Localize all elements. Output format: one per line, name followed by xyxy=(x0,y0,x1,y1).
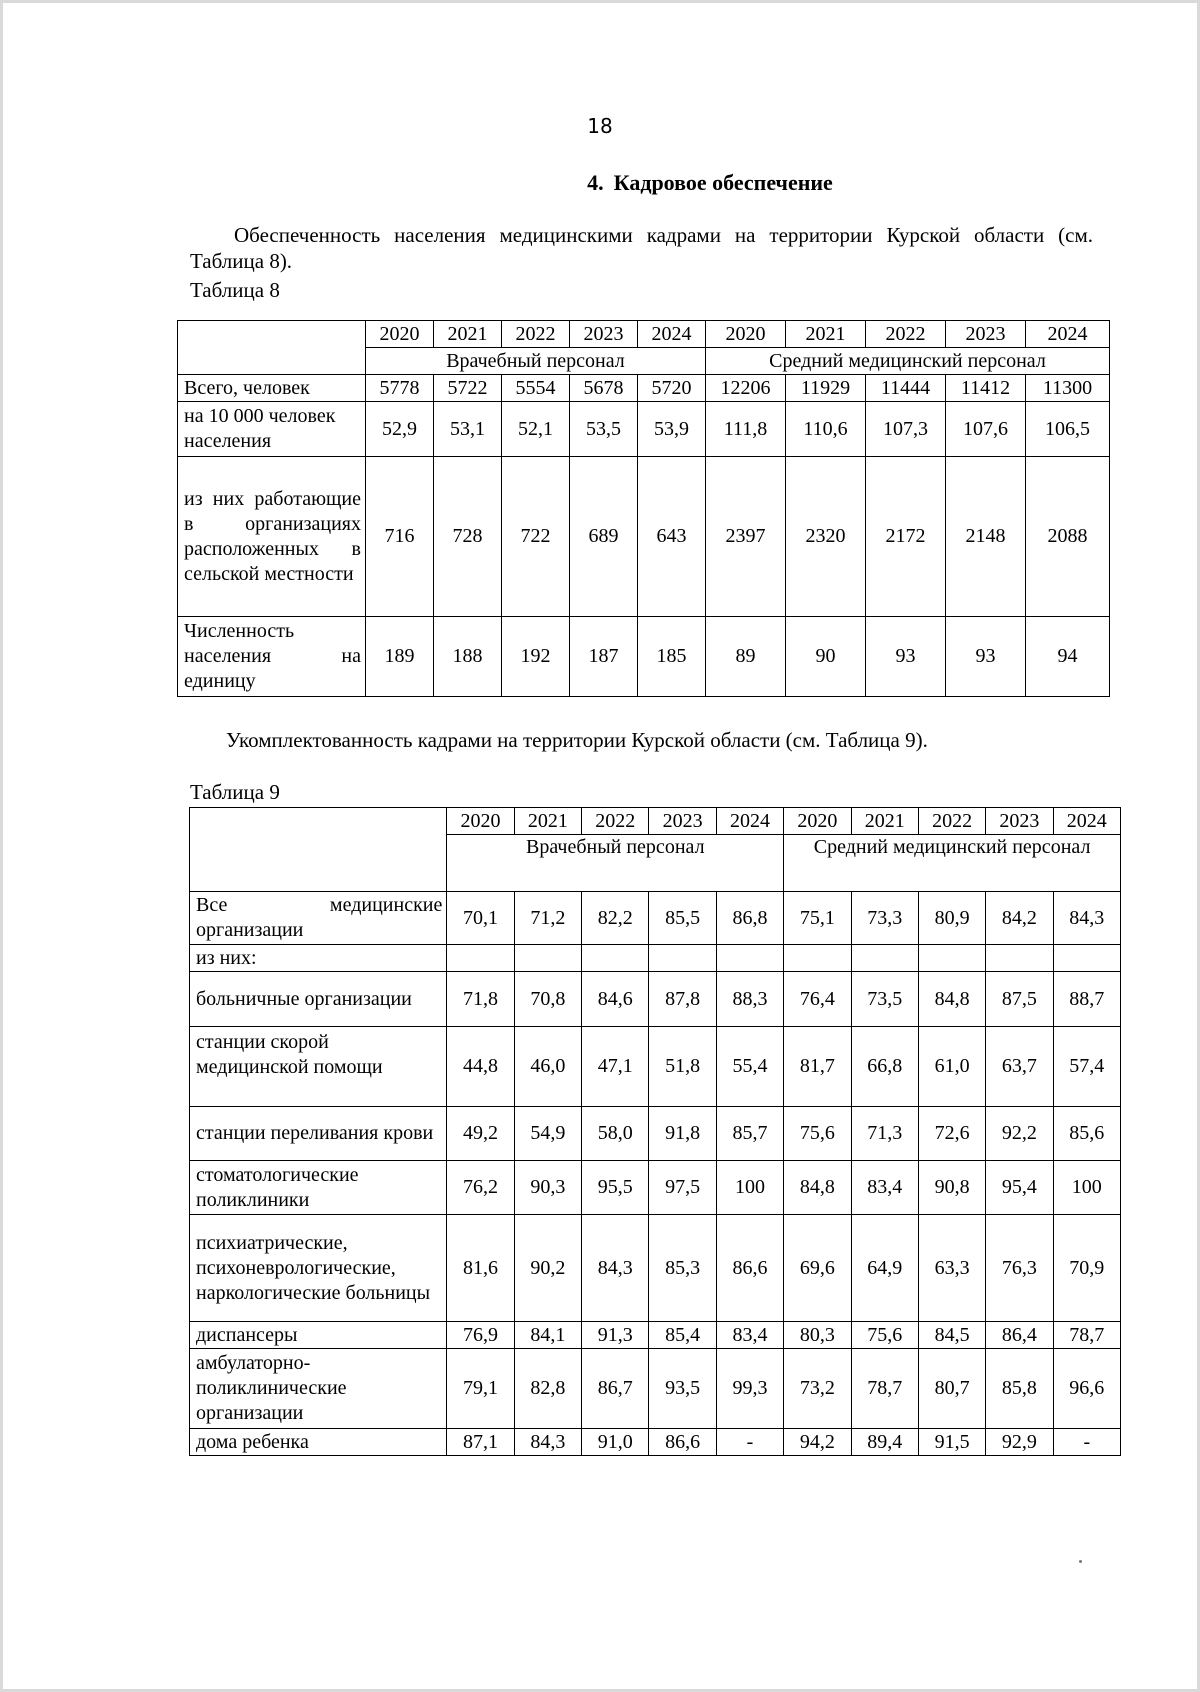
table-cell: 185 xyxy=(638,617,706,697)
table-cell: 57,4 xyxy=(1053,1027,1120,1107)
table-cell: - xyxy=(1053,1429,1120,1456)
table-cell: 81,6 xyxy=(447,1215,514,1322)
table-cell: 55,4 xyxy=(716,1027,783,1107)
intro2-paragraph: Укомплектованность кадрами на территории Курской области (см. Таблица 9). xyxy=(226,728,928,752)
table-cell: 46,0 xyxy=(514,1027,581,1107)
table8-corner-cell xyxy=(178,321,366,375)
table-cell: 88,7 xyxy=(1053,972,1120,1027)
table-cell: 91,3 xyxy=(582,1322,649,1349)
row-label: станции скорой медицинской помощи xyxy=(190,1027,447,1107)
table-cell: 95,5 xyxy=(582,1161,649,1215)
table-cell: 54,9 xyxy=(514,1107,581,1161)
table-cell: 12206 xyxy=(706,375,786,402)
table-cell: 44,8 xyxy=(447,1027,514,1107)
table-cell: 53,1 xyxy=(434,402,502,457)
table-cell: 83,4 xyxy=(716,1322,783,1349)
table8-year-header: 2022 xyxy=(866,321,946,348)
table9-corner-cell xyxy=(190,808,447,892)
table-cell: 107,6 xyxy=(946,402,1026,457)
table8-year-header: 2022 xyxy=(502,321,570,348)
table-cell: 90,8 xyxy=(918,1161,985,1215)
table-cell: 5678 xyxy=(570,375,638,402)
table-cell: 89,4 xyxy=(851,1429,918,1456)
table-cell: 83,4 xyxy=(851,1161,918,1215)
table-cell: 92,2 xyxy=(986,1107,1053,1161)
table-cell xyxy=(784,945,851,972)
table-cell: 100 xyxy=(716,1161,783,1215)
table8-year-header: 2024 xyxy=(638,321,706,348)
table-cell: 64,9 xyxy=(851,1215,918,1322)
table-cell: 716 xyxy=(366,457,434,617)
table-cell: 63,3 xyxy=(918,1215,985,1322)
table-cell: 80,7 xyxy=(918,1349,985,1429)
table-cell: 689 xyxy=(570,457,638,617)
table-cell: 95,4 xyxy=(986,1161,1053,1215)
table-cell: 5778 xyxy=(366,375,434,402)
table-cell: 84,8 xyxy=(784,1161,851,1215)
table-cell: 73,2 xyxy=(784,1349,851,1429)
table-cell: 78,7 xyxy=(851,1349,918,1429)
table-cell: 86,4 xyxy=(986,1322,1053,1349)
table-cell: 85,5 xyxy=(649,892,716,945)
table-cell: 84,3 xyxy=(1053,892,1120,945)
row-label: дома ребенка xyxy=(190,1429,447,1456)
table8-group-header: Врачебный персонал xyxy=(366,348,706,375)
table-cell: 84,8 xyxy=(918,972,985,1027)
table-cell: 75,6 xyxy=(851,1322,918,1349)
table-cell: 82,2 xyxy=(582,892,649,945)
table-cell: 76,4 xyxy=(784,972,851,1027)
table-cell xyxy=(514,945,581,972)
table-cell: 72,6 xyxy=(918,1107,985,1161)
table-cell: 84,2 xyxy=(986,892,1053,945)
table8-year-row xyxy=(178,321,1110,348)
table8-year-header: 2021 xyxy=(786,321,866,348)
table-cell: 91,0 xyxy=(582,1429,649,1456)
table-cell: 85,4 xyxy=(649,1322,716,1349)
table-cell: 2172 xyxy=(866,457,946,617)
table-cell: 84,3 xyxy=(582,1215,649,1322)
table-row xyxy=(190,1429,1121,1456)
table-cell: 70,9 xyxy=(1053,1215,1120,1322)
row-label: станции переливания крови xyxy=(190,1107,447,1161)
table-row xyxy=(190,1027,1121,1107)
table9-year-header: 2021 xyxy=(851,808,918,835)
table9-year-header: 2023 xyxy=(986,808,1053,835)
table-cell: 86,8 xyxy=(716,892,783,945)
table-cell: 2088 xyxy=(1026,457,1110,617)
table-cell: 58,0 xyxy=(582,1107,649,1161)
table9-caption: Таблица 9 xyxy=(190,780,280,804)
table-row xyxy=(190,972,1121,1027)
table-cell: 96,6 xyxy=(1053,1349,1120,1429)
table-cell: 90 xyxy=(786,617,866,697)
table9-group-header: Средний медицинский персонал xyxy=(784,835,1121,892)
table8-year-header: 2024 xyxy=(1026,321,1110,348)
table-cell: 85,8 xyxy=(986,1349,1053,1429)
table-cell: 11444 xyxy=(866,375,946,402)
row-label: психиатрические, психоневрологические, наркологические больницы xyxy=(190,1215,447,1322)
table-cell xyxy=(447,945,514,972)
row-label: Численность населения на единицу xyxy=(178,617,366,697)
table-cell: 2148 xyxy=(946,457,1026,617)
table-cell xyxy=(918,945,985,972)
table-cell: 107,3 xyxy=(866,402,946,457)
table-cell: 90,2 xyxy=(514,1215,581,1322)
table-cell: 52,1 xyxy=(502,402,570,457)
row-label: амбулаторно-поликлинические организации xyxy=(190,1349,447,1429)
table-cell: 86,7 xyxy=(582,1349,649,1429)
page-number: 18 xyxy=(587,114,613,138)
table-cell: 94 xyxy=(1026,617,1110,697)
table9-year-header: 2021 xyxy=(514,808,581,835)
table-cell xyxy=(649,945,716,972)
table-cell: 49,2 xyxy=(447,1107,514,1161)
table-cell: 2320 xyxy=(786,457,866,617)
table-cell xyxy=(986,945,1053,972)
table-cell: 93,5 xyxy=(649,1349,716,1429)
table-cell: 99,3 xyxy=(716,1349,783,1429)
table-cell: 75,6 xyxy=(784,1107,851,1161)
table-cell: 84,1 xyxy=(514,1322,581,1349)
table-cell: 643 xyxy=(638,457,706,617)
table-cell: 86,6 xyxy=(649,1429,716,1456)
table-cell: 11412 xyxy=(946,375,1026,402)
table-cell: 69,6 xyxy=(784,1215,851,1322)
table8-year-header: 2020 xyxy=(366,321,434,348)
table8 xyxy=(177,320,1110,697)
table-cell xyxy=(851,945,918,972)
table9 xyxy=(189,807,1121,1456)
section-number: 4. xyxy=(587,170,604,195)
table-row xyxy=(190,1215,1121,1322)
table9-year-header: 2023 xyxy=(649,808,716,835)
table8-year-header: 2021 xyxy=(434,321,502,348)
table-cell: 5720 xyxy=(638,375,706,402)
table-cell: 87,5 xyxy=(986,972,1053,1027)
table-cell: 76,3 xyxy=(986,1215,1053,1322)
table-cell: 47,1 xyxy=(582,1027,649,1107)
table-cell: 52,9 xyxy=(366,402,434,457)
table8-year-header: 2023 xyxy=(570,321,638,348)
table-cell: 84,6 xyxy=(582,972,649,1027)
row-label: из них: xyxy=(190,945,447,972)
table-cell: 51,8 xyxy=(649,1027,716,1107)
table-cell: 70,8 xyxy=(514,972,581,1027)
table-cell: 71,8 xyxy=(447,972,514,1027)
row-label: больничные организации xyxy=(190,972,447,1027)
table-cell: 89 xyxy=(706,617,786,697)
table-cell: 80,3 xyxy=(784,1322,851,1349)
table-cell: 61,0 xyxy=(918,1027,985,1107)
table-cell: 93 xyxy=(866,617,946,697)
table9-year-header: 2024 xyxy=(716,808,783,835)
table-cell: 84,5 xyxy=(918,1322,985,1349)
table-cell: 100 xyxy=(1053,1161,1120,1215)
table9-year-header: 2024 xyxy=(1053,808,1120,835)
row-label: Все медицинские организации xyxy=(190,892,447,945)
table-cell: 73,5 xyxy=(851,972,918,1027)
table-cell: 76,2 xyxy=(447,1161,514,1215)
table8-group-header: Средний медицинский персонал xyxy=(706,348,1110,375)
row-label: на 10 000 человек населения xyxy=(178,402,366,457)
table-cell: 192 xyxy=(502,617,570,697)
table-cell: 90,3 xyxy=(514,1161,581,1215)
table9-year-header: 2020 xyxy=(784,808,851,835)
table-cell: 63,7 xyxy=(986,1027,1053,1107)
row-label: диспансеры xyxy=(190,1322,447,1349)
table-cell: 5722 xyxy=(434,375,502,402)
table-cell: 75,1 xyxy=(784,892,851,945)
table-cell xyxy=(1053,945,1120,972)
table9-year-row xyxy=(190,808,1121,835)
table-cell: 187 xyxy=(570,617,638,697)
table-cell: 66,8 xyxy=(851,1027,918,1107)
table-cell: 189 xyxy=(366,617,434,697)
table-cell: 80,9 xyxy=(918,892,985,945)
table-cell: 70,1 xyxy=(447,892,514,945)
table-cell: - xyxy=(716,1429,783,1456)
row-label: Всего, человек xyxy=(178,375,366,402)
table9-group-header: Врачебный персонал xyxy=(447,835,784,892)
table-row xyxy=(190,1322,1121,1349)
table-cell: 111,8 xyxy=(706,402,786,457)
table-cell: 110,6 xyxy=(786,402,866,457)
table-cell: 92,9 xyxy=(986,1429,1053,1456)
table-cell: 94,2 xyxy=(784,1429,851,1456)
table-cell: 82,8 xyxy=(514,1349,581,1429)
table-cell: 91,5 xyxy=(918,1429,985,1456)
table-cell: 728 xyxy=(434,457,502,617)
table-cell xyxy=(582,945,649,972)
table-cell: 85,3 xyxy=(649,1215,716,1322)
table-cell: 86,6 xyxy=(716,1215,783,1322)
table-cell: 53,5 xyxy=(570,402,638,457)
table-cell: 722 xyxy=(502,457,570,617)
table-cell: 81,7 xyxy=(784,1027,851,1107)
table-cell xyxy=(716,945,783,972)
table-row xyxy=(190,945,1121,972)
table-row xyxy=(190,1161,1121,1215)
table-row xyxy=(178,457,1110,617)
table-row xyxy=(190,1107,1121,1161)
table-cell: 5554 xyxy=(502,375,570,402)
table9-year-header: 2022 xyxy=(918,808,985,835)
table-cell: 91,8 xyxy=(649,1107,716,1161)
table-row xyxy=(190,1349,1121,1429)
table-cell: 2397 xyxy=(706,457,786,617)
table9-year-header: 2020 xyxy=(447,808,514,835)
table-row xyxy=(178,617,1110,697)
row-label: стоматологические поликлиники xyxy=(190,1161,447,1215)
table-cell: 97,5 xyxy=(649,1161,716,1215)
intro-paragraph: Обеспеченность населения медицинскими кадрами на территории Курской области (см. Таблица 8). xyxy=(190,223,1093,273)
table-cell: 53,9 xyxy=(638,402,706,457)
table-row xyxy=(178,402,1110,457)
section-title: Кадровое обеспечение xyxy=(613,170,833,195)
table-cell: 88,3 xyxy=(716,972,783,1027)
table-cell: 71,2 xyxy=(514,892,581,945)
table-row xyxy=(178,375,1110,402)
table-cell: 87,1 xyxy=(447,1429,514,1456)
table-cell: 11300 xyxy=(1026,375,1110,402)
table-row xyxy=(190,892,1121,945)
table9-year-header: 2022 xyxy=(582,808,649,835)
table8-year-header: 2023 xyxy=(946,321,1026,348)
table-cell: 73,3 xyxy=(851,892,918,945)
section-heading xyxy=(0,170,1200,196)
table8-caption: Таблица 8 xyxy=(190,278,280,302)
table-cell: 85,6 xyxy=(1053,1107,1120,1161)
table-cell: 79,1 xyxy=(447,1349,514,1429)
table-cell: 11929 xyxy=(786,375,866,402)
table-cell: 71,3 xyxy=(851,1107,918,1161)
table-cell: 78,7 xyxy=(1053,1322,1120,1349)
table-cell: 87,8 xyxy=(649,972,716,1027)
table-cell: 76,9 xyxy=(447,1322,514,1349)
table-cell: 85,7 xyxy=(716,1107,783,1161)
table-cell: 93 xyxy=(946,617,1026,697)
row-label: из них работающие в организациях расположенных в сельской местности xyxy=(178,457,366,617)
table-cell: 84,3 xyxy=(514,1429,581,1456)
scan-speck xyxy=(1079,1560,1082,1563)
table-cell: 188 xyxy=(434,617,502,697)
table8-year-header: 2020 xyxy=(706,321,786,348)
table-cell: 106,5 xyxy=(1026,402,1110,457)
